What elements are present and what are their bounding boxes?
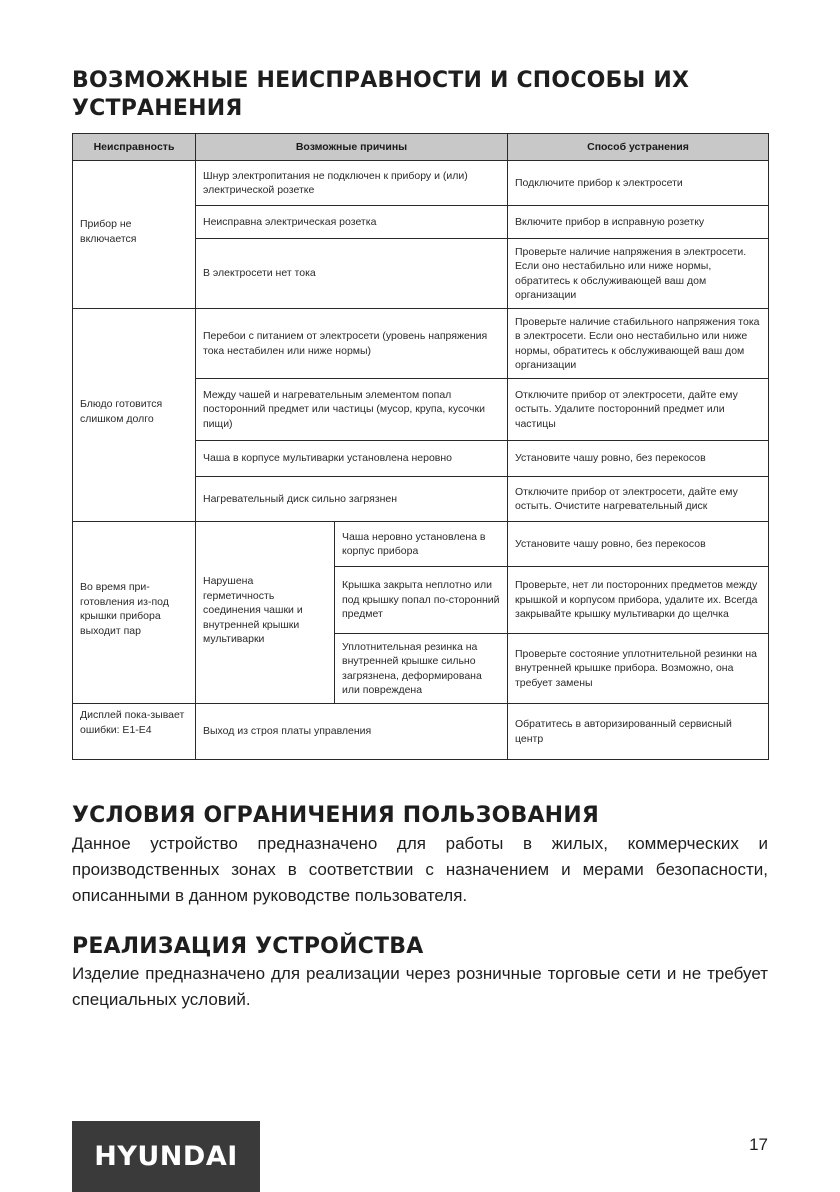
troubleshooting-table: [72, 133, 769, 760]
fault-cell: Блюдо готовится слишком долго: [73, 309, 196, 522]
table-row: [73, 704, 769, 760]
remedy-cell: Подключите прибор к электросети: [508, 161, 769, 206]
table-row: [73, 161, 769, 206]
fault-cell: Во время при-готовления из-под крышки прибора выходит пар: [73, 522, 196, 704]
cause-cell: В электросети нет тока: [196, 239, 508, 309]
table-header-row: [73, 134, 769, 161]
fault-cell: Дисплей пока-зывает ошибки: E1-E4: [73, 704, 196, 760]
remedy-cell: Отключите прибор от электросети, дайте ему остыть. Очистите нагревательный диск: [508, 477, 769, 522]
remedy-cell: Проверьте наличие стабильного напряжения тока в электросети. Если оно нестабильно или ниже нормы, обратитесь к обслуживающей ваш дом организации: [508, 309, 769, 379]
sale-title: РЕАЛИЗАЦИЯ УСТРОЙСТВА: [72, 934, 424, 959]
remedy-cell: Установите чашу ровно, без перекосов: [508, 522, 769, 567]
cause-cell: Нагревательный диск сильно загрязнен: [196, 477, 508, 522]
remedy-cell: Проверьте состояние уплотнительной резинки на внутренней крышке прибора. Возможно, она требует замены: [508, 634, 769, 704]
fault-cell: Прибор не включается: [73, 161, 196, 309]
header-fault: Неисправность: [73, 134, 196, 161]
page-number: 17: [749, 1135, 768, 1154]
brand-logo: HYUNDAI: [72, 1121, 260, 1192]
table-row: [73, 522, 769, 567]
cause-cell: Чаша в корпусе мультиварки установлена неровно: [196, 441, 508, 477]
subcause-cell: Крышка закрыта неплотно или под крышку попал по-сторонний предмет: [335, 567, 508, 634]
cause-cell: Шнур электропитания не подключен к прибору и (или) электрической розетке: [196, 161, 508, 206]
header-remedy: Способ устранения: [508, 134, 769, 161]
remedy-cell: Установите чашу ровно, без перекосов: [508, 441, 769, 477]
remedy-cell: Отключите прибор от электросети, дайте ему остыть. Удалите посторонний предмет или частицы: [508, 379, 769, 441]
cause-cell: Перебои с питанием от электросети (уровень напряжения тока нестабилен или ниже нормы): [196, 309, 508, 379]
subcause-cell: Уплотнительная резинка на внутренней крышке сильно загрязнена, деформирована или повреждена: [335, 634, 508, 704]
header-causes: Возможные причины: [196, 134, 508, 161]
usage-conditions-title: УСЛОВИЯ ОГРАНИЧЕНИЯ ПОЛЬЗОВАНИЯ: [72, 803, 600, 828]
subcause-cell: Чаша неровно установлена в корпус прибора: [335, 522, 508, 567]
troubleshooting-title: ВОЗМОЖНЫЕ НЕИСПРАВНОСТИ И СПОСОБЫ ИХ УСТРАНЕНИЯ: [72, 68, 690, 121]
usage-conditions-text: Данное устройство предназначено для работы в жилых, коммерческих и производственных зонах в соответствии с назначением и мерами безопасности, описанными в данном руководстве пользователя.: [72, 834, 768, 905]
cause-main-cell: Нарушена герметичность соединения чашки и внутренней крышки мультиварки: [196, 522, 335, 704]
cause-cell: Между чашей и нагревательным элементом попал посторонний предмет или частицы (мусор, крупа, кусочки пищи): [196, 379, 508, 441]
cause-cell: Выход из строя платы управления: [196, 704, 508, 760]
remedy-cell: Проверьте наличие напряжения в электросети. Если оно нестабильно или ниже нормы, обратитесь к обслуживающей ваш дом организации: [508, 239, 769, 309]
remedy-cell: Включите прибор в исправную розетку: [508, 206, 769, 239]
remedy-cell: Проверьте, нет ли посторонних предметов между крышкой и корпусом прибора, удалите их. Всегда закрывайте крышку мультиварки до щелчка: [508, 567, 769, 634]
remedy-cell: Обратитесь в авторизированный сервисный центр: [508, 704, 769, 760]
sale-text: Изделие предназначено для реализации через розничные торговые сети и не требует специальных условий.: [72, 964, 768, 1009]
cause-cell: Неисправна электрическая розетка: [196, 206, 508, 239]
table-row: [73, 309, 769, 379]
